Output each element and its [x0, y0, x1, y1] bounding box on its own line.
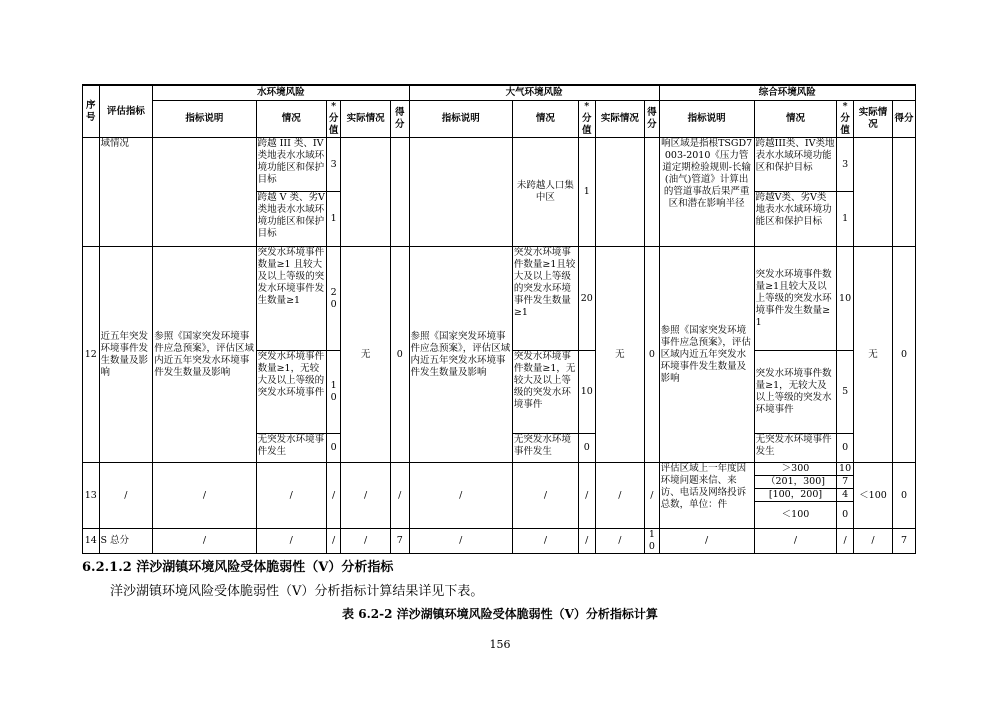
row-a-air-desc — [409, 138, 512, 247]
row-13-air-score: / — [645, 463, 659, 529]
row-13-comp-value-2: 7 — [837, 476, 854, 489]
row-a-comp-value-1: 3 — [837, 138, 854, 192]
header-comp-score: 得分 — [893, 101, 916, 138]
row-12-comp-situation-3: 无突发水环境事件发生 — [754, 434, 837, 463]
row-12-comp-value-1: 10 — [837, 247, 854, 351]
row-14-seq: 14 — [83, 529, 100, 554]
row-14-comp-value: / — [837, 529, 854, 554]
header-water-score: 得分 — [390, 101, 409, 138]
header-comp-actual: 实际情况 — [853, 101, 892, 138]
row-14-water-desc: / — [153, 529, 256, 554]
header-air-desc: 指标说明 — [409, 101, 512, 138]
header-air-risk: 大气环境风险 — [409, 85, 659, 101]
row-13-comp-actual: ＜100 — [853, 463, 892, 529]
row-13-air-situation: / — [512, 463, 578, 529]
header-water-score-value: *分值 — [326, 101, 340, 138]
row-14-air-actual: / — [595, 529, 645, 554]
row-a-water-score — [390, 138, 409, 247]
row-a-water-desc — [153, 138, 256, 247]
row-14-indicator: S 总分 — [99, 529, 153, 554]
row-a-seq-cell — [83, 138, 100, 247]
header-air-score: 得分 — [645, 101, 659, 138]
row-13-comp-desc: 评估区域上一年度因环境问题来信、来访、电话及网络投诉总数，单位：件 — [659, 463, 754, 529]
row-12-comp-actual: 无 — [853, 247, 892, 463]
row-12-water-situation-2: 突发水环境事件数量≥1，无较大及以上等级的突发水环境事件 — [256, 351, 326, 434]
header-seq: 序号 — [83, 85, 100, 138]
row-14-comp-score: 7 — [893, 529, 916, 554]
risk-assessment-table — [82, 84, 916, 554]
row-12-water-value-1: 20 — [326, 247, 340, 351]
row-12-comp-value-3: 0 — [837, 434, 854, 463]
section-heading: 6.2.1.2 洋沙湖镇环境风险受体脆弱性（V）分析指标 — [82, 560, 394, 575]
row-14-water-value: / — [326, 529, 340, 554]
row-13-comp-value-1: 10 — [837, 463, 854, 476]
row-13-air-actual: / — [595, 463, 645, 529]
row-12-comp-desc: 参照《国家突发环境事件应急预案》，评估区域内近五年突发水环境事件发生数量及影响 — [659, 247, 754, 463]
header-air-situation: 情况 — [512, 101, 578, 138]
row-12-water-value-3: 0 — [326, 434, 340, 463]
row-13-comp-value-4: 0 — [837, 502, 854, 529]
row-14-comp-desc: / — [659, 529, 754, 554]
row-a-comp-situation-2: 跨越V类、劣V类地表水水域环境功能区和保护目标 — [754, 192, 837, 247]
row-14-comp-actual: / — [853, 529, 892, 554]
header-air-actual: 实际情况 — [595, 101, 645, 138]
row-13-air-desc: / — [409, 463, 512, 529]
row-13-indicator: / — [99, 463, 153, 529]
header-comprehensive-risk: 综合环境风险 — [659, 85, 915, 101]
row-a-indicator: 域情况 — [99, 138, 153, 247]
header-water-situation: 情况 — [256, 101, 326, 138]
row-14-air-score: 10 — [645, 529, 659, 554]
row-13-comp-situation-3: [100，200] — [754, 489, 837, 502]
row-14-water-score: 7 — [390, 529, 409, 554]
row-12-air-score: 0 — [645, 247, 659, 463]
row-14-water-actual: / — [341, 529, 391, 554]
row-a-water-actual — [341, 138, 391, 247]
row-a-air-score — [645, 138, 659, 247]
row-12-air-situation-1: 突发水环境事件数量≥1且较大及以上等级的突发水环境事件发生数量≥1 — [512, 247, 578, 351]
body-paragraph: 洋沙湖镇环境风险受体脆弱性（V）分析指标计算结果详见下表。 — [110, 584, 484, 599]
row-13-comp-situation-1: ＞300 — [754, 463, 837, 476]
row-12-comp-score: 0 — [893, 247, 916, 463]
row-13-comp-situation-4: ＜100 — [754, 502, 837, 529]
row-13-water-situation: / — [256, 463, 326, 529]
row-13-water-desc: / — [153, 463, 256, 529]
row-a-comp-value-2: 1 — [837, 192, 854, 247]
row-12-water-desc: 参照《国家突发环境事件应急预案》，评估区域内近五年突发水环境事件发生数量及影响 — [153, 247, 256, 463]
row-13-comp-value-3: 4 — [837, 489, 854, 502]
row-13-water-value: / — [326, 463, 340, 529]
row-12-indicator: 近五年突发环境事件发生数量及影响 — [99, 247, 153, 463]
row-12-air-actual: 无 — [595, 247, 645, 463]
row-12-comp-situation-2: 突发水环境事件数量≥1，无较大及以上等级的突发水环境事件 — [754, 351, 837, 434]
row-12-water-value-2: 10 — [326, 351, 340, 434]
row-13-water-score: / — [390, 463, 409, 529]
row-a-air-actual — [595, 138, 645, 247]
row-a-comp-desc: 响区域是指根TSGD7003-2010《压力管道定期检验规则-长输(油气)管道》计算出的管道事故后果严重区和潜在影响半径 — [659, 138, 754, 247]
row-a-comp-score — [893, 138, 916, 247]
row-12-comp-situation-1: 突发水环境事件数量≥1且较大及以上等级的突发水环境事件发生数量≥1 — [754, 247, 837, 351]
header-indicator: 评估指标 — [99, 85, 153, 138]
header-comp-score-value: *分值 — [837, 101, 854, 138]
row-14-comp-situation: / — [754, 529, 837, 554]
row-13-comp-situation-2: （201，300] — [754, 476, 837, 489]
row-12-air-situation-2: 突发水环境事件数量≥1，无较大及以上等级的突发水环境事件 — [512, 351, 578, 434]
row-a-comp-actual — [853, 138, 892, 247]
row-12-seq: 12 — [83, 247, 100, 463]
row-12-air-value-1: 20 — [579, 247, 596, 351]
row-12-air-situation-3: 无突发水环境事件发生 — [512, 434, 578, 463]
row-12-water-situation-3: 无突发水环境事件发生 — [256, 434, 326, 463]
row-13-air-value: / — [579, 463, 596, 529]
row-12-air-value-3: 0 — [579, 434, 596, 463]
row-a-water-situation-2: 跨越 V 类、劣V 类地表水水域环境功能区和保护目标 — [256, 192, 326, 247]
row-a-comp-situation-1: 跨越III类、IV类地表水水域环境功能区和保护目标 — [754, 138, 837, 192]
header-comp-situation: 情况 — [754, 101, 837, 138]
row-14-air-situation: / — [512, 529, 578, 554]
row-13-comp-score: 0 — [893, 463, 916, 529]
row-a-air-value: 1 — [579, 138, 596, 247]
row-13-seq: 13 — [83, 463, 100, 529]
row-a-water-value-1: 3 — [326, 138, 340, 192]
table-caption: 表 6.2-2 洋沙湖镇环境风险受体脆弱性（V）分析指标计算 — [342, 607, 658, 621]
row-14-water-situation: / — [256, 529, 326, 554]
row-12-air-value-2: 10 — [579, 351, 596, 434]
row-13-water-actual: / — [341, 463, 391, 529]
row-a-water-value-2: 1 — [326, 192, 340, 247]
row-12-water-situation-1: 突发水环境事件数量≥1 且较大及以上等级的突发水环境事件发生数量≥1 — [256, 247, 326, 351]
row-14-air-value: / — [579, 529, 596, 554]
header-water-risk: 水环境风险 — [153, 85, 409, 101]
row-12-air-desc: 参照《国家突发环境事件应急预案》，评估区域内近五年突发水环境事件发生数量及影响 — [409, 247, 512, 463]
row-12-comp-value-2: 5 — [837, 351, 854, 434]
header-air-score-value: *分值 — [579, 101, 596, 138]
header-comp-desc: 指标说明 — [659, 101, 754, 138]
row-12-water-score: 0 — [390, 247, 409, 463]
row-a-air-situation: 未跨越人口集中区 — [512, 138, 578, 247]
header-water-actual: 实际情况 — [341, 101, 391, 138]
row-14-air-desc: / — [409, 529, 512, 554]
header-water-desc: 指标说明 — [153, 101, 256, 138]
row-12-water-actual: 无 — [341, 247, 391, 463]
page-number: 156 — [489, 638, 511, 651]
row-a-water-situation-1: 跨越 III 类、IV类地表水水域环境功能区和保护目标 — [256, 138, 326, 192]
